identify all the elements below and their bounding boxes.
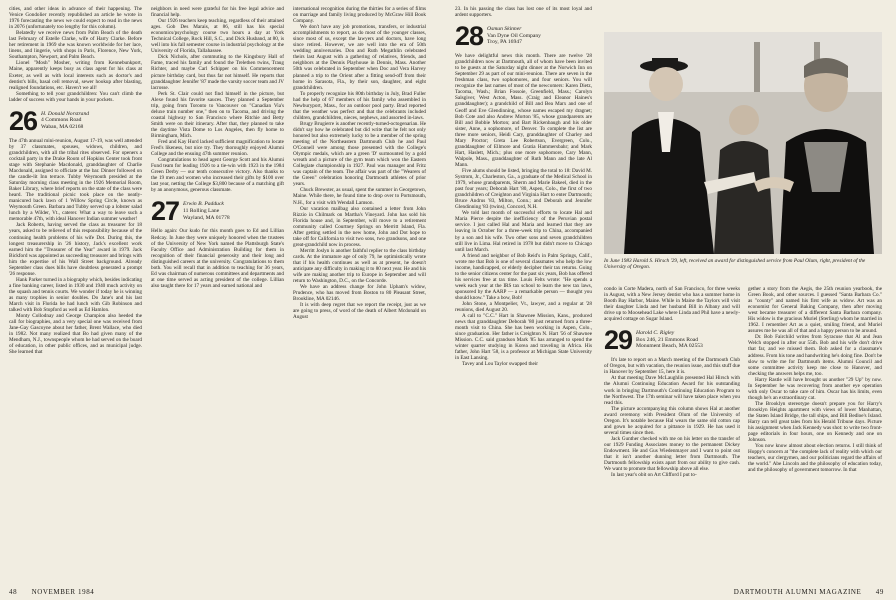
class-heading-29	[604, 325, 740, 356]
paragraph: Our vacation mailbag also contained a letter from John Rizzio in Chilmark on Martha's Vineyard. John has sold his Florida house and, in September, will move to a retirement community called Courtney Springs on Merritt Island, Fla. After getting settled in the new home, John and Dot hope to take off for California to visit two sons, two grandsons, and one great-grandchild now in process.	[293, 205, 426, 248]
paragraph: Belatedly we receive news from Palm Beach of the death last February of Estelle Clarke, wife of Harry Clarke. Before her retirement in 1969 she was known worldwide for her lace, linens, and lingerie, with shops in Paris, Florence, New York, Southampton, Newport, and Palm Beach.	[9, 30, 142, 61]
column-4	[455, 6, 592, 586]
paragraph: Jack Gunther checked with me on his letter on the transfer of our 1929 Funding Associates money to the permanent Dickey Endowment. He and Gus Wiedenmayer and I want to point out that it isn't another dunning letter from Dartmouth. The Dartmouth fellowship exists apart from our ability to give cash. We want to promote that fellowship above all else.	[604, 435, 740, 473]
paragraph: We have an address change for John Upham's widow, Prudence, who has moved from Boston to 80 Pleasant Street, Brookline, MA 02146.	[293, 284, 426, 303]
class-number: 27	[151, 196, 180, 227]
paragraph: Fred and Kay Hurd lacked sufficient magnification to locate Fred's likeness, but nice try. They thoroughly enjoyed Alumni College and the ensuing 47th summer reunion.	[151, 139, 284, 158]
paragraph: It's late to report on a March meeting of the Dartmouth Club of Oregon, but with vacation, the reunion issue, and this stuff due in Hanover by September 15, here it is.	[604, 357, 740, 376]
column-1	[9, 6, 142, 586]
paragraph: Monty Collodnay and George Champion also heeded the call for biographies, and a very special one was received from Jane-Gay Gascoyne about her father, Brent Wallace, who died in 1982. Not many realized that Bo had given many of the Mendham, N.J., townspeople whom he had served on the board of education, in other public offices, and as municipal judge. She learned that	[9, 313, 142, 356]
secretary-city: Monument Beach, MA 02553	[636, 343, 703, 350]
class-number: 28	[455, 21, 484, 52]
paragraph: Perk St. Clair could not find himself in the picture, but Alexe found his favorite sauces. They planned a September trip, going from Toronto to Vancouver on "Canadian Via's deluxe train number one," then on to Tacoma, and driving the coastal highway to San Francisco where Ritchie and Betty Smith were on their itinerary. After that, they planned to take the daytime Vista Dome to Los Angeles, then fly home to Birmingham, Mich.	[151, 90, 284, 139]
photo-illustration	[604, 32, 882, 254]
secretary-name: Osmun Skinner	[487, 26, 522, 33]
paragraph: international recognition during the thirties for a series of films on marriage and family living produced by McGraw Hill Book Company.	[293, 6, 426, 25]
paragraph: Something to tell your grandchildren: You can't climb the ladder of success with your hands in your pockets.	[9, 90, 142, 103]
class-number: 26	[9, 105, 38, 136]
paragraph: Harry Rastle will have brought us another "29 Up" by now. In September he was recovering from another eye operation with only Oscar to take care of him. Oscar has his limits, even though he's an extraordinary cat.	[748, 376, 882, 401]
paragraph: Hello again: Our kudo for this month goes to Ed and Lillian Redcay. In June they were uniquely honored when the trustees of the University of New York named the Plattsburgh State's Faculty Office and Administration Building for them in recognition of their financial generosity and their long and distinguished careers at the university. Congratulations to them both. You will recall that in addition to teaching for 36 years, Ed was chairman of numerous committees and departments and at one time served as acting president of the college. Lillian also taught there for 17 years and earned national and	[151, 228, 284, 289]
class-secretary-address	[183, 199, 230, 221]
magazine-name: DARTMOUTH ALUMNI MAGAZINE	[733, 588, 862, 596]
paragraph: Lionel "Mosh" Mosher, writing from Kennebunkport, Maine, apparently keeps busy as class agent for his class at Exeter, as well as with local interests such as doctor's and dentist's bills, basal cell removal, sewer hookup after blasting, realigned foundations, etc. Haven't we all!	[9, 60, 142, 91]
paragraph: It is with deep regret that we report the receipt, just as we are going to press, of word of the death of Albert Mcdonald on August	[293, 302, 426, 321]
paragraph: Tavey and Lou Taylor swapped their	[462, 361, 538, 368]
column-3	[293, 6, 426, 586]
secretary-city: Waban, MA 02168	[41, 123, 84, 130]
paragraph: Merritt Joslyn is another faithful replier to the class birthday cards. At the immature age of only 79, he optimistically wrote that if his health continues as well as at present, he doesn't anticipate any difficulty in making it to 80 next year. He and his wife are making another trip to Europe in September and will return to Washington, D.C., on the Concorde.	[293, 247, 426, 285]
secretary-name: Erwin B. Padduck	[183, 201, 224, 208]
issue-date: NOVEMBER 1984	[31, 588, 95, 596]
paragraph: To properly recognize his 80th birthday in July, Brad Fuller had the help of 67 members of his family who assembled in Newburyport, Mass., for an outdoor pool party. Brad reported that the weather was perfect and that the celebrants included children, grandchildren, nieces, nephews, and assorted in-laws.	[293, 90, 426, 121]
paragraph: Congratulations to head agent George Scott and his Alumni Fund team for leading 1926 to a tie-win with 1923 in the 1984 Green Derby — our tenth consecutive victory. Also thanks to the 19 men and women who increased their gifts by $100 over last year, netting the College $3,800 because of a matching gift by an anonymous, generous classmate.	[151, 157, 284, 194]
award-photo	[604, 32, 882, 254]
footer-right	[734, 588, 884, 596]
photo-caption: In June 1983 Harold S. Hirsch '29, left, received an award for distinguished service from Paul Olum, right, president of the University of Oregon.	[604, 258, 866, 271]
paragraph: condo in Corte Madera, north of San Francisco, for three weeks in August, with a New Jersey dentist who has a summer home in Booth Bay Harbor, Maine. While in Maine the Taylors will visit their daughter Linda and her husband Bill in Albany and will drive up to Moosehead Lake where Linda and Phil have a newly-acquired cottage on Sugar Island.	[604, 286, 740, 323]
col1-text-bottom	[9, 138, 142, 356]
paragraph: Dick Nichols, after commuting to the Kingsbury Hall of Fame, traced his family and found the Trelethen twins, Traug Richter, and maybe Carl Schipper on his Commencement picture birthday card, but thus far not himself. He reports that granddaughter Jennifer '87 made the varsity soccer team and JV lacrosse.	[151, 54, 284, 91]
paragraph: Brugy Brugierre is another recently-turned-octogenarian. He didn't say how he celebrated but did write that he felt not only honored but also extremely lucky to be a member of the spring meeting of the Northeastern Dartmouth Club he and Paul O'Connell were among those presented with the College's Olympic medals, which are a green 'D' surmounted by a gold wreath and a picture of the gym team which won the Eastern Collegiate championship in 1927. Paul was manager and Fritz was captain of the team. The affair was part of the "Wearers of the Green" celebration honoring Dartmouth athletes of prior years.	[293, 120, 426, 188]
paragraph: A call to "C.C." Hart in Shawnee Mission, Kans., produced news that granddaughter Deborah '80 just returned from a three-month visit to China. She has been working in Aspen, Colo., since graduation. Her father is Creighton N. Hart '56 of Shawnee Mission. C.C. said grandson Mark '85 has arranged to spend the winter quarter studying in Korea and traveling in Africa. His father, John Hart '58, is a professor at Michigan State University in East Lansing.	[455, 313, 592, 362]
paragraph: neighbors in need were grateful for his free legal advice and financial help.	[151, 6, 284, 19]
footer-left	[9, 588, 94, 596]
class-heading-28	[455, 21, 592, 52]
paragraph: 23. In his passing the class has lost one of its most loyal and ardent supporters.	[455, 6, 592, 19]
paragraph: We have delightful news this month. There are twelve '28 grandchildren now at Dartmouth, all of whom have been invited to be guests at the Saturday night dinner at the Norwich Inn on September 29 as part of our mini-reunion. There are seven in the freshman class, two sophomores, and four seniors. You will recognize the last names of most of the newcomers: Karen Dietz, Tacoma, Wash.; Brian Fossoie, Greenfield, Mass.; Carolyn Salsgiver, West Acton, Mass. (Craig and Eleanor Haines's granddaughter); a grandchild of Bill and Bea Marx and one of Geoff and Eve Glendinning, whose names escaped my dragnet; Bob Cote and also Andrew Morton '85, whose grandparents are Bill and Bobbie Morton; and Bart Rickenbaugh and his older sister, Anne, a sophomore, of Denver. To complete the list are three more seniors, Heidi Cary, granddaughter of Charley and Mary Proctor; Greta Lee Robertson, Evergreen, Colo., granddaughter of Ellmore and Gratia Hammersbahr; and Mark Hart, Haslett, Mich.; plus one more sophomore, Cary Mann, Walpole, Mass., granddaughter of Ruth Mann and the late Al Mann.	[455, 53, 592, 168]
class-heading-27	[151, 196, 284, 227]
page-number: 48	[9, 588, 18, 596]
paragraph: Chuck Brewster, as usual, spent the summer in Georgetown, Maine. While there, he found time to drop over to Portsmouth, N.H., for a visit with Wendall Lamson.	[293, 187, 426, 206]
secretary-city: Wayland, MA 01778	[183, 214, 230, 221]
paragraph: The 47th annual mini-reunion, August 17-19, was well attended by 37 classmates, spouses, widows, children, and grandchildren, with all the tribal rites observed. For openers a cocktail party in the Drake Room of Hopkins Center took front stage with Stephanie Macdonald, granddaughter of Charlie Macdonald, assigned to officiate at the bar. Dinner followed on the candle-lit Inn terrace. Tubby Weymouth presided at the Saturday morning class meeting in the 1926 Memorial Room, Baker Library, where brief reports on the state of the class were heard. The traditional picnic took place on the neatly-manicured back lawn of 1 Willow Spring Circle, known as Weymouth Green. Barbara and Tubby served up a lobster salad lunch by a Wilder, Vt., caterer. What a way to leave such a memorable 47th, with ideal Hanover Indian summer weather!	[9, 137, 142, 223]
paragraph: We told last month of successful efforts to locate Hal and Maria Pierce despite the inefficiency of the Peruvian postal service. I just called Hal and Maria and learned that they are leaving in October for a three-week trip to China, accompanied by a son and his wife. Two other sons and seven grandchildren still live in Lima. Hal retired in 1978 but didn't move to Chicago until last March.	[455, 210, 592, 253]
class-secretary-address	[636, 328, 703, 350]
column-6	[748, 286, 882, 586]
paragraph: gether a story from the Aegis, the 25th reunion yearbook, the Green Book, and other sources. I guessed "Santa Barbara Co." as "county" and named his first wife as widow. Art was an economist for General Baking Company, then after moving west became treasurer of a different Santa Barbara company. His widow is the gracious Muriel (Sterling) whom he married in 1962. I remember Art as a quiet, smiling friend, and Muriel assures me he was all of that and a happy person to be around.	[748, 286, 882, 335]
col2-text-bottom	[151, 228, 284, 288]
col2-text-top	[151, 6, 284, 193]
paragraph: You now know almost about election returns. I still think of Hoppy's concern at "the complete lack of reality with which our teachers, our clergymen, and our politicians regard the affairs of the world." Abe Lincoln and the philosophy of education today, and the philosophy of government tomorrow. In that	[748, 443, 882, 474]
paragraph: Dr. Bob Fairchild writes from Syracuse that Al and Jean Welch stopped in after our 55th. Bob and his wife don't drive that far, and we missed them. Bob asked for a classmate's address. From his tone and handwriting he's doing fine. Don't be slow to write me for Dartmouth items. Alumni Council and some committee activity keep me close to Hanover, and checking the answers helps me, too.	[748, 334, 882, 377]
page-number: 49	[875, 588, 884, 596]
paragraph: Five alums should be listed, bringing the total to 18: David M. Systrom, Jr., Charleston, Ga., a graduate of the Medical School in 1979, whose grandparents, Sherm and Marie Bakeel, died in the past four years; Deborah Hart '80, Aspen, Colo., the first of two grandchildren of Creighton and Virginia Hart to enter Dartmouth; Bruce Andrus '83, Milton, Conn.; and Deborah and Jennifer Glendinning '83 (twins), Concord, N.H.	[455, 167, 592, 211]
secretary-street: 4 Commons Road	[41, 117, 82, 124]
class-secretary-address	[487, 24, 541, 46]
secretary-street: Box 246, 21 Emmons Road	[636, 336, 699, 343]
paragraph: Our 1926 teachers keep teaching, regardless of their attained ages. Gob Des Marais, at 86, still has his special economics/psychology course two hours a day at York Technical College, Rock Hill, S.C., and Dick Husband, at 80, is well into his fall semester course in industrial psychology at the University of Florida, Tallahassee.	[151, 18, 284, 55]
secretary-street: 11 Rolling Lane	[183, 208, 220, 215]
class-secretary-address	[41, 109, 89, 131]
paragraph: John Stone, a Montpelier, Vt., lawyer, and a regular at '28 reunions, died August 20.	[455, 301, 592, 314]
column-5	[604, 286, 740, 586]
col1-text-top	[9, 6, 142, 103]
paragraph: A friend and neighbor of Bob Reid's in Palm Springs, Calif., wrote me that Bob is one of several classmates who help the low income, handicapped, or elderly decipher their tax returns. Going to the senior citizens center for the past six years, Bob has offered his services free at tax time. Louis Felts wrote: "He spends a week each year at the IRS tax school to learn the new tax laws, sponsored by the AARP — a remarkable person — thought you should know." Take a bow, Bob!	[455, 252, 592, 301]
paragraph: At that meeting Dave McLaughlin presented Hal Hirsch with the Alumni Continuing Education Award for his outstanding work in bringing Dartmouth's Continuing Education Program to the Northwest. The 17th seminar will have taken place when you read this.	[604, 375, 740, 406]
paragraph: Jack Roberts, having served the class as treasurer for 18 years, asked to be relieved of this responsibility because of the continuing health problems of his wife Dot. During this, the longest treasurership in '26 history, Jack's excellent work earned him the "Treasurer of the Year" award in 1979. Jack Bickford was appointed as succeeding treasurer and brings with him the expertise of his Wall Street background. Already September class dues bills have doubtless generated a prompt '26 response.	[9, 222, 142, 277]
column-2	[151, 6, 284, 586]
paragraph: We don't have any job promotions, transfers, or industrial accomplishments to report, as do most of the younger classes, since most of us, except the lawyers and doctors, have long since retired. However, we are well into the era of 50th wedding anniversaries. Don and Ruth Megathlin celebrated theirs last August with a gathering of relatives, friends, and neighbors at the Dennis Playhouse in Dennis, Mass. Another 50th was celebrated in September when Doc and Vera Harvey planned a trip to the Orient after a fitting send-off from their home in Sarasota, Fla., by their son, daughter, and eight grandchildren.	[293, 24, 426, 91]
secretary-street: Van Dyne Oil Company	[487, 32, 541, 39]
secretary-name: Harold C. Rigley	[636, 330, 675, 337]
class-heading-26	[9, 105, 142, 136]
class-number: 29	[604, 325, 633, 356]
secretary-name: H. Donald Norstrand	[41, 110, 90, 117]
paragraph: The Brooklyn stereotype doesn't prepare you for Harry's Brooklyn Heights apartment with views of lower Manhattan, the Staten Island Bridge, the tall ships, and Bill Bedloe's Island. Harry can tell great tales from his Herald Tribune days. Picture his assignment when Jack Kennedy was shot: to write two front-page editorials in four hours, one on Kennedy and one on Johnson.	[748, 400, 882, 444]
paragraph: cities, and other ideas in advance of their happening. The Venice Gondolier recently republished an article he wrote in 1976 forecasting the news we could expect to read in the news in 2076 (unfortunately too lengthy for this column).	[9, 6, 142, 31]
paragraph: The picture accompanying this column shows Hal at another award ceremony with President Olum of the University of Oregon. It's notable because Hal wears the same old cotton cap and gown he acquired for a pittance in 1929. He has used it several times since then.	[604, 405, 740, 436]
paragraph: Hank Parker turned in a biography which, besides indicating a fine banking career, listed in 1930 and 1940 much activity on the squash and tennis courts. We wonder if today he is winning as many trophies in senior doubles. Do Jane's and his last March visit in Florida he had lunch with Gib Robinson and talked with Bob Stopford as well as Ed Hamlon.	[9, 276, 142, 314]
secretary-city: Troy, PA 16947	[487, 39, 522, 46]
paragraph: In last year's obit on Art Clifford I put to-	[611, 472, 697, 479]
